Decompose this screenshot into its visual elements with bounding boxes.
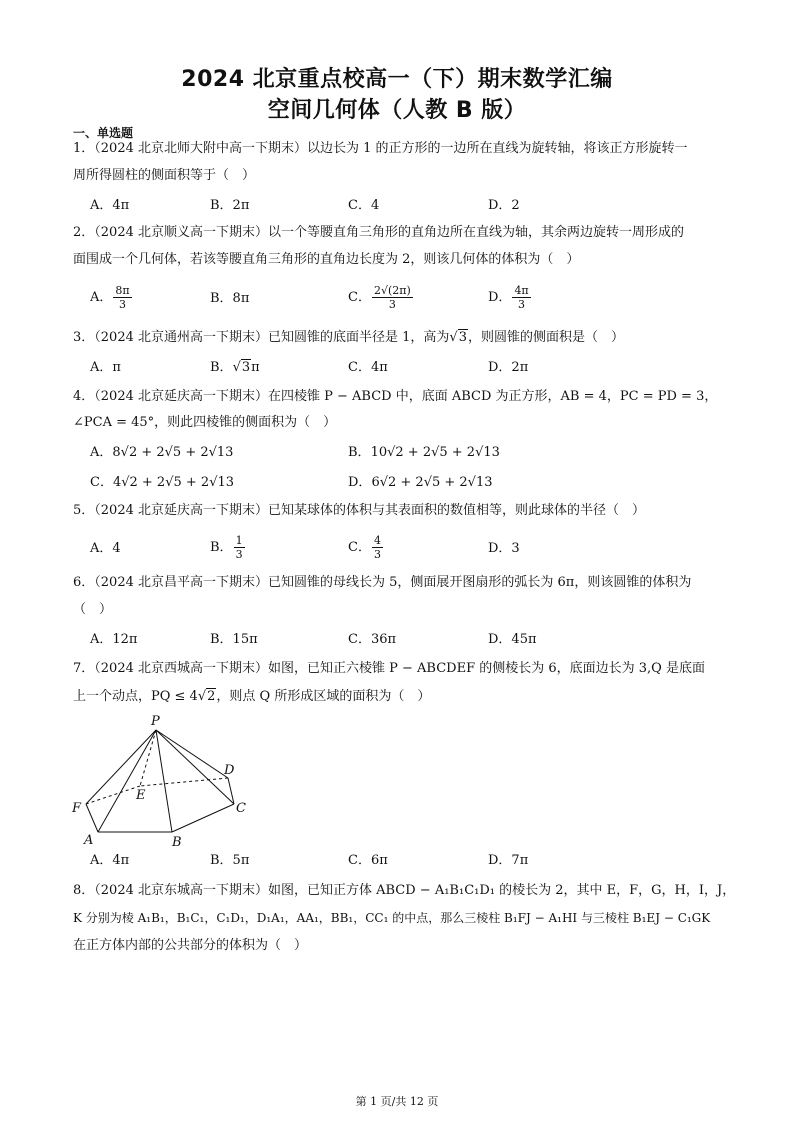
q5-option-b-denominator: 3	[235, 548, 243, 561]
q5-option-d: D．3	[488, 541, 520, 556]
q8-line1: 8．（2024 北京东城高一下期末）如图，已知正方体 ABCD − A₁B₁C₁D₁ 的棱长为 2，其中 E，F，G，H，I，J，	[73, 883, 736, 898]
q7-line2-text: 上一个动点，PQ ≤ 4	[73, 689, 198, 704]
q2-option-a-fraction	[113, 284, 131, 311]
q7-radicand: 2	[207, 689, 216, 704]
q1-line2: 周所得圆柱的侧面积等于（ ）	[73, 168, 256, 183]
q6-option-c: C．36π	[348, 632, 397, 647]
q2-option-d-denominator: 3	[518, 298, 526, 311]
label-a: A	[84, 833, 94, 847]
q4-line2: ∠PCA = 45°，则此四棱锥的侧面积为（ ）	[73, 415, 337, 430]
q7-line2-tail: ，则点 Q 所形成区域的面积为（ ）	[216, 689, 431, 704]
q1-option-c: C．4	[348, 198, 380, 213]
q2-option-d	[488, 284, 532, 311]
q2-option-c-fraction	[372, 284, 413, 311]
q8-line2: K 分别为棱 A₁B₁，B₁C₁，C₁D₁，D₁A₁，AA₁，BB₁，CC₁ 的中点，那么三棱柱 B₁FJ − A₁HI 与三棱柱 B₁EJ − C₁GK	[73, 911, 711, 925]
q2-option-a-label: A．	[90, 290, 113, 305]
q2-option-c-numerator: 2√(2π)	[373, 284, 411, 297]
q2-option-a	[90, 284, 133, 311]
q4-option-b	[348, 444, 500, 462]
q1-option-a: A．4π	[90, 198, 130, 213]
label-p: P	[151, 714, 160, 729]
q4-option-a-expression: 8√2 + 2√5 + 2√13	[112, 445, 234, 460]
q3-option-b-radicand: 3	[241, 360, 251, 375]
q3-radicand: 3	[458, 330, 467, 345]
q2-option-c-denominator: 3	[388, 298, 396, 311]
q3-option-b	[210, 359, 260, 377]
q2-option-b: B．8π	[210, 291, 250, 306]
q5-option-a: A．4	[90, 541, 121, 556]
q5-line: 5．（2024 北京延庆高一下期末）已知某球体的体积与其表面积的数值相等，则此球体的半径（ ）	[73, 503, 645, 518]
q3-option-b-pi: π	[251, 360, 260, 375]
edge-de-hidden	[140, 778, 228, 786]
q2-line1: 2．（2024 北京顺义高一下期末）以一个等腰直角三角形的直角边所在直线为轴，其余两边旋转一周形成的	[73, 225, 684, 240]
q7-line2	[73, 688, 430, 706]
q4-option-c-label: C．	[90, 475, 113, 490]
q4-option-a-label: A．	[90, 445, 113, 460]
hexagonal-pyramid-figure	[68, 712, 258, 847]
label-c: C	[236, 801, 246, 816]
q1-line1: 1．（2024 北京北师大附中高一下期末）以边长为 1 的正方形的一边所在直线为旋转轴，将该正方形旋转一	[73, 141, 688, 156]
q3-line-text: 3．（2024 北京通州高一下期末）已知圆锥的底面半径是 1，高为	[73, 330, 450, 345]
q2-option-a-denominator: 3	[119, 298, 126, 311]
q7-option-a: A．4π	[90, 853, 130, 868]
q4-option-b-label: B．	[348, 445, 371, 460]
q7-line1: 7．（2024 北京西城高一下期末）如图，已知正六棱锥 P − ABCDEF 的侧棱长为 6，底面边长为 3,Q 是底面	[73, 661, 705, 676]
q2-option-c-label: C．	[348, 290, 371, 305]
q5-option-b-label: B．	[210, 540, 233, 555]
q3-line-tail: ，则圆锥的侧面积是（ ）	[467, 330, 624, 345]
sqrt-symbol: √	[232, 360, 241, 375]
label-b: B	[172, 835, 182, 847]
q4-option-d-label: D．	[348, 475, 372, 490]
q2-option-a-numerator: 8π	[115, 284, 130, 297]
q2-option-c	[348, 284, 414, 311]
q4-option-d-expression: 6√2 + 2√5 + 2√13	[371, 475, 493, 490]
document-title-line2: 空间几何体（人教 B 版）	[267, 98, 527, 123]
edge-cd	[228, 778, 234, 804]
q3-option-c: C．4π	[348, 360, 388, 375]
q5-option-c	[348, 534, 384, 561]
q3-option-d: D．2π	[488, 360, 529, 375]
page-footer: 第 1 页/共 12 页	[355, 1095, 439, 1108]
q7-option-b: B．5π	[210, 853, 250, 868]
q3-line	[73, 329, 624, 347]
sqrt-symbol: √	[449, 330, 458, 345]
q4-option-a	[90, 444, 233, 462]
q5-option-c-label: C．	[348, 540, 371, 555]
q6-option-b: B．15π	[210, 632, 258, 647]
edge-pc	[156, 730, 234, 804]
q4-option-c-expression: 4√2 + 2√5 + 2√13	[112, 475, 235, 490]
label-e: E	[136, 788, 146, 803]
label-f: F	[72, 801, 82, 816]
q6-option-d: D．45π	[488, 632, 537, 647]
q2-option-d-fraction	[512, 284, 530, 311]
q5-option-b	[210, 534, 246, 561]
edge-pb	[156, 730, 172, 832]
q2-option-d-label: D．	[488, 290, 512, 305]
q8-line3: 在正方体内部的公共部分的体积为（ ）	[73, 938, 308, 953]
q6-line2: （ ）	[73, 602, 113, 617]
document-title-line1: 2024 北京重点校高一（下）期末数学汇编	[181, 67, 613, 92]
q4-line1: 4．（2024 北京延庆高一下期末）在四棱锥 P − ABCD 中，底面 ABCD 为正方形，AB = 4，PC = PD = 3，	[73, 389, 718, 404]
q4-option-b-expression: 10√2 + 2√5 + 2√13	[370, 445, 500, 460]
q6-option-a: A．12π	[90, 632, 138, 647]
q1-option-b: B．2π	[210, 198, 250, 213]
q5-option-b-fraction	[234, 534, 245, 561]
q5-option-c-numerator: 4	[373, 534, 381, 547]
q7-option-c: C．6π	[348, 853, 388, 868]
q5-option-c-fraction	[372, 534, 383, 561]
label-d: D	[224, 763, 235, 778]
q1-option-d: D．2	[488, 198, 520, 213]
q3-option-a: A．π	[90, 360, 121, 375]
edge-bc	[172, 804, 234, 832]
q2-option-d-numerator: 4π	[514, 284, 529, 297]
q6-line1: 6．（2024 北京昌平高一下期末）已知圆锥的母线长为 5，侧面展开图扇形的弧长为 6π，则该圆锥的体积为	[73, 575, 692, 590]
q3-option-b-label: B．	[210, 360, 233, 375]
q5-option-b-numerator: 1	[235, 534, 243, 547]
q4-option-c	[90, 474, 234, 492]
q2-line2: 面围成一个几何体，若该等腰直角三角形的直角边长度为 2，则该几何体的体积为（ ）	[73, 252, 580, 267]
edge-af	[86, 804, 98, 832]
section-heading: 一、单选题	[73, 126, 134, 140]
q5-option-c-denominator: 3	[373, 548, 381, 561]
q4-option-d	[348, 474, 493, 492]
edge-pa	[98, 730, 156, 832]
sqrt-symbol: √	[197, 689, 207, 704]
q7-option-d: D．7π	[488, 853, 529, 868]
edge-pd	[156, 730, 228, 778]
